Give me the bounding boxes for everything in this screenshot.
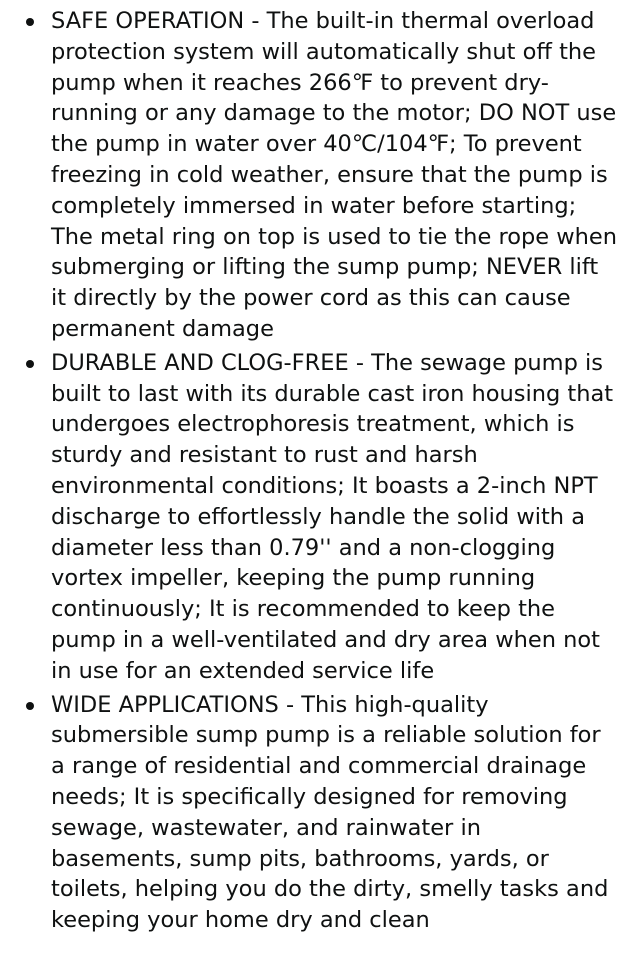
bullet-dot-icon: [26, 702, 34, 710]
feature-item-wide-applications: [0, 690, 618, 936]
feature-text: DURABLE AND CLOG-FREE - The sewage pump is built to last with its durable cast iron housing that undergoes electrophoresis treatment, which is sturdy and resistant to rust and harsh environmental conditions; It boasts a 2-inch NPT discharge to effortlessly handle the solid with a diameter less than 0.79'' and a non-clogging vortex impeller, keeping the pump running continuously; It is recommended to keep the pump in a well-ventilated and dry area when not in use for an extended service life: [51, 349, 614, 684]
feature-item-safe-operation: [0, 6, 618, 345]
bullet-dot-icon: [26, 18, 34, 26]
feature-text: WIDE APPLICATIONS - This high-quality submersible sump pump is a reliable solution for a range of residential and commercial drainage needs; It is specifically designed for removing sewage, wastewater, and rainwater in basements, sump pits, bathrooms, yards, or toilets, helping you do the dirty, smelly tasks and keeping your home dry and clean: [51, 691, 609, 934]
feature-item-durable-clog-free: [0, 348, 618, 687]
feature-text: SAFE OPERATION - The built-in thermal overload protection system will automatically shut off the pump when it reaches 266℉ to prevent dry-running or any damage to the motor; DO NOT use the pump in water over 40℃/104℉; To prevent freezing in cold weather, ensure that the pump is completely immersed in water before starting; The metal ring on top is used to tie the rope when submerging or lifting the sump pump; NEVER lift it directly by the power cord as this can cause permanent damage: [51, 8, 618, 342]
bullet-dot-icon: [26, 360, 34, 368]
